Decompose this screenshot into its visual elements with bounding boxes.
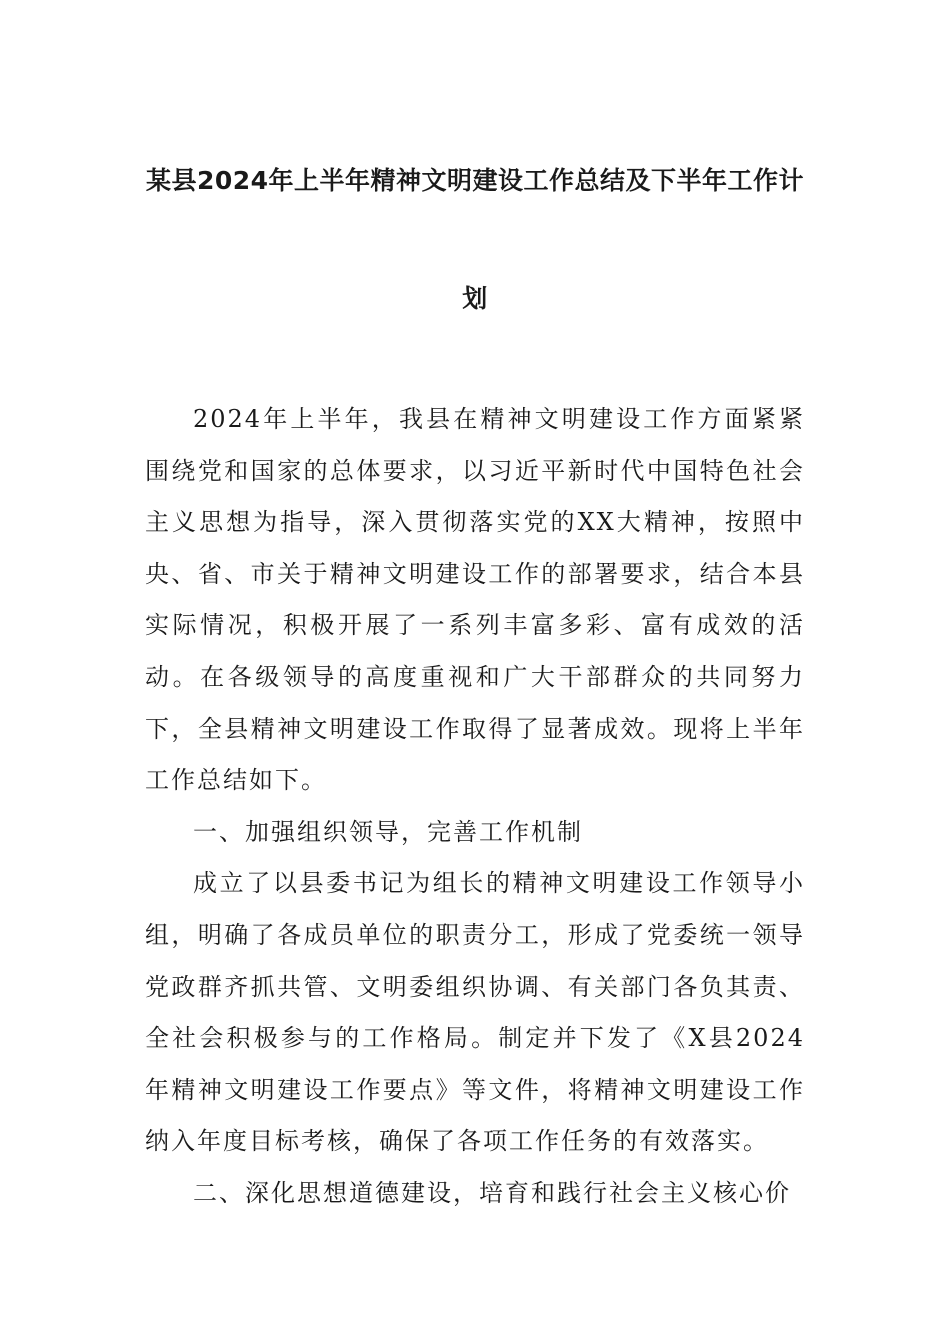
document-title-line-2: 划 [462, 284, 488, 313]
document-body [145, 394, 805, 1220]
section-heading-1: 一、加强组织领导，完善工作机制 [193, 817, 583, 846]
document-title-line-1: 某县2024年上半年精神文明建设工作总结及下半年工作计 [145, 166, 805, 195]
section-1-paragraph: 成立了以县委书记为组长的精神文明建设工作领导小组，明确了各成员单位的职责分工，形成了党委统一领导党政群齐抓共管、文明委组织协调、有关部门各负其责、全社会积极参与的工作格局。制定并下发了《X县2024年精神文明建设工作要点》等文件，将精神文明建设工作纳入年度目标考核，确保了各项工作任务的有效落实。 [145, 869, 805, 1156]
section-heading-2: 二、深化思想道德建设，培育和践行社会主义核心价 [193, 1178, 791, 1207]
intro-paragraph: 2024年上半年，我县在精神文明建设工作方面紧紧围绕党和国家的总体要求，以习近平新时代中国特色社会主义思想为指导，深入贯彻落实党的XX大精神，按照中央、省、市关于精神文明建设工作的部署要求，结合本县实际情况，积极开展了一系列丰富多彩、富有成效的活动。在各级领导的高度重视和广大干部群众的共同努力下，全县精神文明建设工作取得了显著成效。现将上半年工作总结如下。 [145, 405, 805, 795]
